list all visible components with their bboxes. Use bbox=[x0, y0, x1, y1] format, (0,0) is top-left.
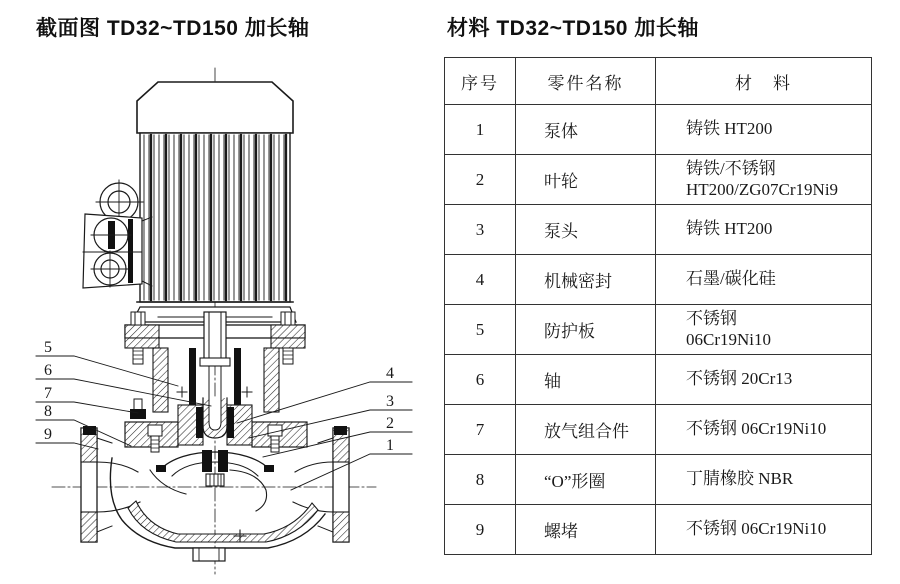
header-seq: 序号 bbox=[445, 58, 516, 105]
section-title-materials: 材料 TD32~TD150 加长轴 bbox=[447, 17, 699, 40]
cell-part: 机械密封 bbox=[516, 255, 656, 305]
drain-boss bbox=[193, 548, 225, 561]
material-line: 不锈钢 06Cr19Ni10 bbox=[686, 519, 827, 539]
cell-part: “O”形圈 bbox=[516, 455, 656, 505]
material-line: 不锈钢 bbox=[686, 309, 737, 329]
table-row bbox=[445, 505, 872, 555]
callout-number-2: 2 bbox=[386, 415, 394, 432]
cell-material bbox=[656, 105, 872, 155]
material-line: 不锈钢 06Cr19Ni10 bbox=[686, 419, 827, 439]
header-material: 材 料 bbox=[656, 58, 872, 105]
cell-part: 泵头 bbox=[516, 205, 656, 255]
table-header-row bbox=[445, 58, 872, 105]
callout-number-3: 3 bbox=[386, 393, 394, 410]
cell-material bbox=[656, 455, 872, 505]
callout-number-4: 4 bbox=[386, 365, 394, 382]
material-line: 06Cr19Ni10 bbox=[686, 329, 771, 349]
cell-no: 2 bbox=[445, 155, 516, 205]
cell-material bbox=[656, 155, 872, 205]
cell-material bbox=[656, 355, 872, 405]
protection-plate-right bbox=[234, 348, 241, 410]
material-line: 丁腈橡胶 NBR bbox=[686, 469, 794, 489]
cell-material bbox=[656, 205, 872, 255]
motor-fan-cover bbox=[137, 82, 293, 133]
cell-part: 叶轮 bbox=[516, 155, 656, 205]
table-row bbox=[445, 255, 872, 305]
cell-no: 5 bbox=[445, 305, 516, 355]
cell-part: 泵体 bbox=[516, 105, 656, 155]
cell-no: 1 bbox=[445, 105, 516, 155]
table-row bbox=[445, 205, 872, 255]
cell-no: 7 bbox=[445, 405, 516, 455]
volute-hatched-shell bbox=[128, 501, 318, 542]
cell-material bbox=[656, 305, 872, 355]
callout-number-8: 8 bbox=[44, 403, 52, 420]
table-row bbox=[445, 455, 872, 505]
cell-no: 3 bbox=[445, 205, 516, 255]
protection-plate-left bbox=[189, 348, 196, 410]
callout-number-9: 9 bbox=[44, 426, 52, 443]
material-line: 不锈钢 20Cr13 bbox=[686, 369, 793, 389]
table-row bbox=[445, 405, 872, 455]
callout-number-6: 6 bbox=[44, 362, 52, 379]
cell-material bbox=[656, 505, 872, 555]
cell-part: 轴 bbox=[516, 355, 656, 405]
table-row bbox=[445, 305, 872, 355]
motor bbox=[132, 82, 296, 322]
material-line: 铸铁 HT200 bbox=[686, 119, 773, 139]
callout-number-5: 5 bbox=[44, 339, 52, 356]
table-row bbox=[445, 355, 872, 405]
material-line: HT200/ZG07Cr19Ni9 bbox=[686, 179, 839, 199]
impeller-nut bbox=[206, 474, 224, 486]
materials-table bbox=[444, 57, 872, 555]
cell-part: 防护板 bbox=[516, 305, 656, 355]
cell-no: 9 bbox=[445, 505, 516, 555]
callout-number-1: 1 bbox=[386, 437, 394, 454]
cell-no: 6 bbox=[445, 355, 516, 405]
material-line: 铸铁/不锈钢 bbox=[686, 159, 776, 179]
cell-material bbox=[656, 405, 872, 455]
section-title-cross-section: 截面图 TD32~TD150 加长轴 bbox=[36, 17, 310, 40]
table-row bbox=[445, 155, 872, 205]
cell-part: 放气组合件 bbox=[516, 405, 656, 455]
cell-no: 8 bbox=[445, 455, 516, 505]
header-part-name: 零件名称 bbox=[516, 58, 656, 105]
callout-number-7: 7 bbox=[44, 385, 52, 402]
cell-part: 螺堵 bbox=[516, 505, 656, 555]
table-row bbox=[445, 105, 872, 155]
air-release-assembly bbox=[130, 399, 146, 419]
cell-no: 4 bbox=[445, 255, 516, 305]
leader-1 bbox=[291, 454, 412, 490]
material-line: 石墨/碳化硅 bbox=[686, 269, 776, 289]
cell-material bbox=[656, 255, 872, 305]
motor-body bbox=[140, 133, 290, 302]
material-line: 铸铁 HT200 bbox=[686, 219, 773, 239]
